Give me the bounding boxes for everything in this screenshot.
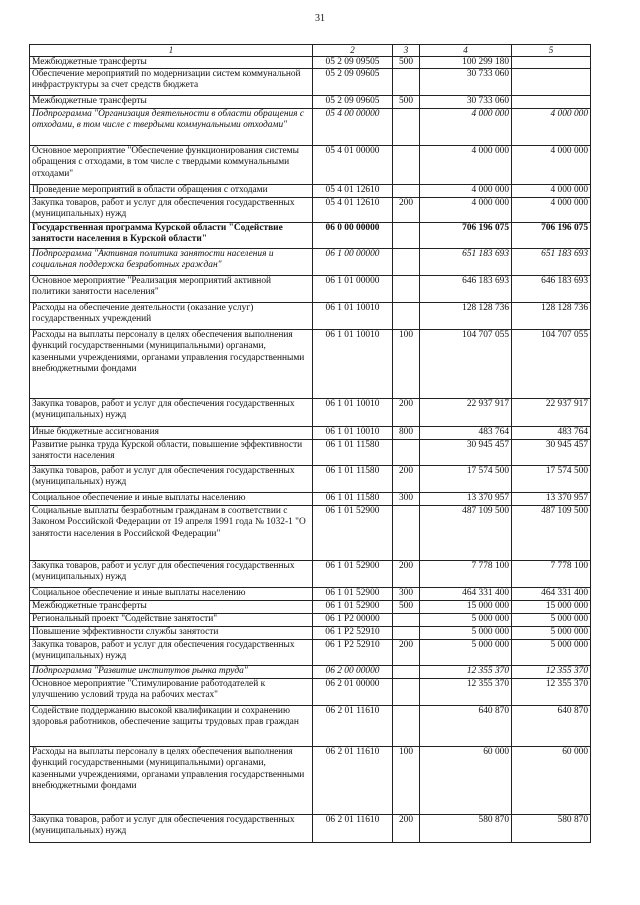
table-row xyxy=(30,303,591,330)
table-header-row xyxy=(30,45,591,57)
row-sum1-cell: 487 109 500 xyxy=(420,506,512,561)
row-code-cell: 06 1 P2 00000 xyxy=(313,614,393,627)
row-sum2-cell: 580 870 xyxy=(512,815,591,843)
row-sum1-cell: 5 000 000 xyxy=(420,627,512,640)
table-row xyxy=(30,440,591,466)
row-name-cell: Обеспечение мероприятий по модернизации систем коммунальной инфраструктуры за счет средств бюджета xyxy=(30,69,313,96)
table-row xyxy=(30,56,591,68)
table-row xyxy=(30,146,591,185)
table-row xyxy=(30,679,591,706)
row-sum1-cell: 646 183 693 xyxy=(420,276,512,303)
row-sum2-cell: 4 000 000 xyxy=(512,185,591,198)
row-type-cell: 200 xyxy=(393,815,420,843)
table-row xyxy=(30,330,591,399)
row-name-cell: Закупка товаров, работ и услуг для обеспечения государственных (муниципальных) нужд xyxy=(30,561,313,588)
row-code-cell: 06 1 01 52900 xyxy=(313,561,393,588)
row-sum2-cell xyxy=(512,69,591,96)
row-name-cell: Подпрограмма "Организация деятельности в области обращения с отходами, в том числе с твердыми коммунальными отходами" xyxy=(30,109,313,146)
row-type-cell: 100 xyxy=(393,330,420,399)
row-name-cell: Социальное обеспечение и иные выплаты населению xyxy=(30,588,313,601)
row-code-cell: 06 2 01 11610 xyxy=(313,747,393,815)
row-code-cell: 05 4 00 00000 xyxy=(313,109,393,146)
row-code-cell: 06 1 00 00000 xyxy=(313,249,393,276)
row-sum1-cell: 13 370 957 xyxy=(420,493,512,506)
table-row xyxy=(30,815,591,843)
row-type-cell xyxy=(393,146,420,185)
row-code-cell: 05 4 01 00000 xyxy=(313,146,393,185)
table-row xyxy=(30,640,591,666)
row-name-cell: Подпрограмма "Активная политика занятости населения и социальная поддержка безработных граждан" xyxy=(30,249,313,276)
row-sum1-cell: 640 870 xyxy=(420,706,512,747)
row-code-cell: 05 2 09 09605 xyxy=(313,96,393,109)
row-name-cell: Расходы на выплаты персоналу в целях обеспечения выполнения функций государственными (муниципальными) органами, казенными учреждениями, органами управления государственными внебюджетными фондами xyxy=(30,330,313,399)
row-sum1-cell: 706 196 075 xyxy=(420,223,512,249)
row-type-cell: 300 xyxy=(393,588,420,601)
row-code-cell: 06 2 01 00000 xyxy=(313,679,393,706)
row-sum1-cell: 4 000 000 xyxy=(420,146,512,185)
row-code-cell: 06 1 01 52900 xyxy=(313,601,393,614)
table-row xyxy=(30,96,591,109)
row-type-cell: 800 xyxy=(393,427,420,440)
row-code-cell: 05 4 01 12610 xyxy=(313,185,393,198)
row-name-cell: Закупка товаров, работ и услуг для обеспечения государственных (муниципальных) нужд xyxy=(30,815,313,843)
row-type-cell xyxy=(393,185,420,198)
row-type-cell xyxy=(393,666,420,679)
table-row xyxy=(30,427,591,440)
row-sum2-cell: 12 355 370 xyxy=(512,679,591,706)
row-name-cell: Подпрограмма "Развитие институтов рынка труда" xyxy=(30,666,313,679)
row-name-cell: Закупка товаров, работ и услуг для обеспечения государственных (муниципальных) нужд xyxy=(30,198,313,223)
row-type-cell: 200 xyxy=(393,640,420,666)
row-type-cell xyxy=(393,109,420,146)
row-name-cell: Расходы на обеспечение деятельности (оказание услуг) государственных учреждений xyxy=(30,303,313,330)
row-sum2-cell: 5 000 000 xyxy=(512,614,591,627)
row-code-cell: 06 1 01 10010 xyxy=(313,303,393,330)
table-row xyxy=(30,185,591,198)
row-type-cell xyxy=(393,614,420,627)
row-sum2-cell: 12 355 370 xyxy=(512,666,591,679)
row-type-cell: 100 xyxy=(393,747,420,815)
row-name-cell: Повышение эффективности службы занятости xyxy=(30,627,313,640)
row-type-cell xyxy=(393,69,420,96)
row-type-cell: 500 xyxy=(393,601,420,614)
row-sum1-cell: 17 574 500 xyxy=(420,466,512,493)
table-row xyxy=(30,601,591,614)
row-name-cell: Межбюджетные трансферты xyxy=(30,56,313,68)
row-sum2-cell xyxy=(512,56,591,68)
row-sum1-cell: 30 733 060 xyxy=(420,69,512,96)
row-sum1-cell: 104 707 055 xyxy=(420,330,512,399)
table-row xyxy=(30,276,591,303)
row-sum2-cell: 22 937 917 xyxy=(512,399,591,427)
row-code-cell: 06 1 01 52900 xyxy=(313,506,393,561)
row-sum2-cell: 464 331 400 xyxy=(512,588,591,601)
row-type-cell: 200 xyxy=(393,198,420,223)
row-type-cell xyxy=(393,223,420,249)
header-col-1: 1 xyxy=(30,45,313,57)
row-name-cell: Государственная программа Курской области "Содействие занятости населения в Курской области" xyxy=(30,223,313,249)
row-sum1-cell: 22 937 917 xyxy=(420,399,512,427)
row-name-cell: Основное мероприятие "Реализация мероприятий активной политики занятости населения" xyxy=(30,276,313,303)
row-type-cell: 300 xyxy=(393,493,420,506)
row-sum1-cell: 12 355 370 xyxy=(420,679,512,706)
row-name-cell: Межбюджетные трансферты xyxy=(30,96,313,109)
header-col-2: 2 xyxy=(313,45,393,57)
row-name-cell: Межбюджетные трансферты xyxy=(30,601,313,614)
row-sum2-cell: 7 778 100 xyxy=(512,561,591,588)
budget-table xyxy=(29,44,591,843)
row-code-cell: 06 1 01 52900 xyxy=(313,588,393,601)
row-code-cell: 06 1 P2 52910 xyxy=(313,627,393,640)
row-sum1-cell: 60 000 xyxy=(420,747,512,815)
row-type-cell xyxy=(393,303,420,330)
table-row xyxy=(30,627,591,640)
row-sum1-cell: 5 000 000 xyxy=(420,614,512,627)
row-name-cell: Региональный проект "Содействие занятости" xyxy=(30,614,313,627)
row-name-cell: Иные бюджетные ассигнования xyxy=(30,427,313,440)
table-row xyxy=(30,399,591,427)
row-sum2-cell: 646 183 693 xyxy=(512,276,591,303)
header-col-5: 5 xyxy=(512,45,591,57)
row-sum1-cell: 4 000 000 xyxy=(420,109,512,146)
row-sum2-cell: 128 128 736 xyxy=(512,303,591,330)
row-name-cell: Социальные выплаты безработным гражданам в соответствии с Законом Российской Федерации от 19 апреля 1991 года № 1032-1 "О занятости населения в Российской Федерации" xyxy=(30,506,313,561)
row-sum2-cell: 5 000 000 xyxy=(512,627,591,640)
row-sum1-cell: 483 764 xyxy=(420,427,512,440)
row-type-cell: 500 xyxy=(393,96,420,109)
row-name-cell: Содействие поддержанию высокой квалификации и сохранению здоровья работников, обеспечение защиты трудовых прав граждан xyxy=(30,706,313,747)
row-name-cell: Основное мероприятие "Обеспечение функционирования системы обращения с отходами, в том числе с твердыми коммунальными отходами" xyxy=(30,146,313,185)
row-code-cell: 06 2 01 11610 xyxy=(313,815,393,843)
row-type-cell xyxy=(393,440,420,466)
row-name-cell: Закупка товаров, работ и услуг для обеспечения государственных (муниципальных) нужд xyxy=(30,640,313,666)
table-row xyxy=(30,198,591,223)
row-sum2-cell: 17 574 500 xyxy=(512,466,591,493)
row-sum2-cell: 706 196 075 xyxy=(512,223,591,249)
row-name-cell: Основное мероприятие "Стимулирование работодателей к улучшению условий труда на рабочих местах" xyxy=(30,679,313,706)
row-type-cell xyxy=(393,706,420,747)
row-sum2-cell: 487 109 500 xyxy=(512,506,591,561)
table-row xyxy=(30,588,591,601)
row-sum1-cell: 4 000 000 xyxy=(420,185,512,198)
table-row xyxy=(30,493,591,506)
row-sum2-cell: 5 000 000 xyxy=(512,640,591,666)
row-code-cell: 06 1 01 11580 xyxy=(313,493,393,506)
row-type-cell xyxy=(393,627,420,640)
row-sum1-cell: 651 183 693 xyxy=(420,249,512,276)
header-col-4: 4 xyxy=(420,45,512,57)
row-sum1-cell: 30 733 060 xyxy=(420,96,512,109)
row-code-cell: 06 1 01 10010 xyxy=(313,427,393,440)
page-number: 31 xyxy=(315,13,325,24)
row-sum1-cell: 580 870 xyxy=(420,815,512,843)
row-type-cell xyxy=(393,249,420,276)
row-type-cell: 500 xyxy=(393,56,420,68)
table-row xyxy=(30,747,591,815)
header-col-3: 3 xyxy=(393,45,420,57)
row-name-cell: Развитие рынка труда Курской области, повышение эффективности занятости населения xyxy=(30,440,313,466)
row-sum1-cell: 100 299 180 xyxy=(420,56,512,68)
row-name-cell: Закупка товаров, работ и услуг для обеспечения государственных (муниципальных) нужд xyxy=(30,466,313,493)
row-sum1-cell: 7 778 100 xyxy=(420,561,512,588)
table-row xyxy=(30,223,591,249)
row-sum1-cell: 4 000 000 xyxy=(420,198,512,223)
table-row xyxy=(30,466,591,493)
row-sum2-cell: 30 945 457 xyxy=(512,440,591,466)
table-row xyxy=(30,561,591,588)
row-sum2-cell: 4 000 000 xyxy=(512,146,591,185)
row-name-cell: Закупка товаров, работ и услуг для обеспечения государственных (муниципальных) нужд xyxy=(30,399,313,427)
row-sum1-cell: 464 331 400 xyxy=(420,588,512,601)
row-sum2-cell: 104 707 055 xyxy=(512,330,591,399)
row-code-cell: 06 0 00 00000 xyxy=(313,223,393,249)
row-code-cell: 06 1 01 10010 xyxy=(313,399,393,427)
row-sum2-cell: 4 000 000 xyxy=(512,198,591,223)
row-sum2-cell: 13 370 957 xyxy=(512,493,591,506)
row-code-cell: 06 2 01 11610 xyxy=(313,706,393,747)
row-type-cell: 200 xyxy=(393,466,420,493)
table-row xyxy=(30,614,591,627)
row-code-cell: 05 2 09 09605 xyxy=(313,69,393,96)
row-sum1-cell: 15 000 000 xyxy=(420,601,512,614)
row-type-cell xyxy=(393,276,420,303)
row-type-cell: 200 xyxy=(393,399,420,427)
table-row xyxy=(30,69,591,96)
row-code-cell: 06 1 01 10010 xyxy=(313,330,393,399)
row-sum2-cell: 15 000 000 xyxy=(512,601,591,614)
row-sum2-cell: 4 000 000 xyxy=(512,109,591,146)
row-code-cell: 05 2 09 09505 xyxy=(313,56,393,68)
row-sum2-cell xyxy=(512,96,591,109)
table-row xyxy=(30,666,591,679)
row-type-cell xyxy=(393,679,420,706)
row-sum1-cell: 128 128 736 xyxy=(420,303,512,330)
row-type-cell: 200 xyxy=(393,561,420,588)
row-name-cell: Социальное обеспечение и иные выплаты населению xyxy=(30,493,313,506)
table-row xyxy=(30,109,591,146)
table-row xyxy=(30,706,591,747)
row-sum2-cell: 60 000 xyxy=(512,747,591,815)
row-code-cell: 06 1 01 11580 xyxy=(313,466,393,493)
row-sum1-cell: 5 000 000 xyxy=(420,640,512,666)
row-code-cell: 06 1 01 00000 xyxy=(313,276,393,303)
row-code-cell: 06 2 00 00000 xyxy=(313,666,393,679)
row-sum1-cell: 30 945 457 xyxy=(420,440,512,466)
row-code-cell: 06 1 01 11580 xyxy=(313,440,393,466)
row-type-cell xyxy=(393,506,420,561)
table-row xyxy=(30,249,591,276)
row-sum2-cell: 651 183 693 xyxy=(512,249,591,276)
row-sum2-cell: 483 764 xyxy=(512,427,591,440)
table-row xyxy=(30,506,591,561)
row-code-cell: 05 4 01 12610 xyxy=(313,198,393,223)
row-name-cell: Проведение мероприятий в области обращения с отходами xyxy=(30,185,313,198)
row-sum1-cell: 12 355 370 xyxy=(420,666,512,679)
row-name-cell: Расходы на выплаты персоналу в целях обеспечения выполнения функций государственными (муниципальными) органами, казенными учреждениями, органами управления государственными внебюджетными фондами xyxy=(30,747,313,815)
row-code-cell: 06 1 P2 52910 xyxy=(313,640,393,666)
row-sum2-cell: 640 870 xyxy=(512,706,591,747)
